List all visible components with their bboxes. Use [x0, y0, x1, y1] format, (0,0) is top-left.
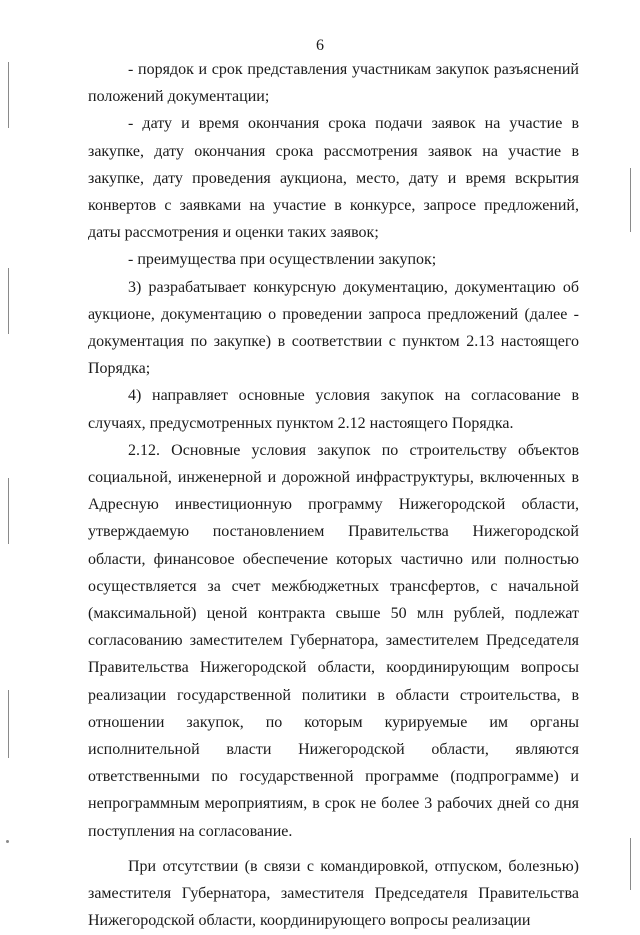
- scan-margin-mark: [8, 690, 9, 758]
- paragraph-application-deadlines: - дату и время окончания срока подачи заявок на участие в закупке, дату окончания срока рассмотрения заявок на участие в закупке, дату проведения аукциона, место, дату и время вскрытия конвертов с заявками на участие в конкурсе, запросе предложений, даты рассмотрения и оценки таких заявок;: [88, 115, 579, 242]
- paragraph-absence-clause: При отсутствии (в связи с командировкой, отпуском, болезнью) заместителя Губернатора, заместителя Председателя Правительства Нижегородской области, координирующего вопросы реализации: [88, 857, 579, 930]
- paragraph-item-4: 4) направляет основные условия закупок на согласование в случаях, предусмотренных пунктом 2.12 настоящего Порядка.: [88, 387, 579, 432]
- scan-margin-mark: [630, 168, 631, 232]
- paragraph-section-2-12: 2.12. Основные условия закупок по строительству объектов социальной, инженерной и дорожной инфраструктуры, включенных в Адресную инвестиционную программу Нижегородской области, утверждаемую постановлением Правительства Нижегородской области, финансовое обеспечение которых частично или полностью осуществляется за счет межбюджетных трансфертов, с начальной (максимальной) ценой контракта свыше 50 млн рублей, подлежат согласованию заместителем Губернатора, заместителем Председателя Правительства Нижегородской области, координирующим вопросы реализации государственной политики в области строительства, в отношении закупок, по которым курируемые им органы исполнительной власти Нижегородской области, являются ответственными по государственной программе (подпрограмме) и непрограммным мероприятиям, в срок не более 3 рабочих дней со дня поступления на согласование.: [88, 441, 579, 840]
- scan-margin-mark: [8, 478, 9, 544]
- scan-margin-mark: [8, 62, 9, 128]
- document-body: [88, 56, 579, 935]
- page-number: 6: [316, 37, 324, 54]
- paragraph-clarification-procedure: - порядок и срок представления участникам закупок разъяснений положений документации;: [88, 61, 579, 106]
- scan-dot-mark: [6, 840, 9, 843]
- scan-margin-mark: [630, 838, 631, 890]
- scan-margin-mark: [8, 268, 9, 334]
- paragraph-procurement-advantages: - преимущества при осуществлении закупок;: [128, 251, 437, 269]
- paragraph-item-3: 3) разрабатывает конкурсную документацию, документацию об аукционе, документацию о проведении запроса предложений (далее - документация по закупке) в соответствии с пунктом 2.13 настоящего Порядка;: [88, 278, 579, 378]
